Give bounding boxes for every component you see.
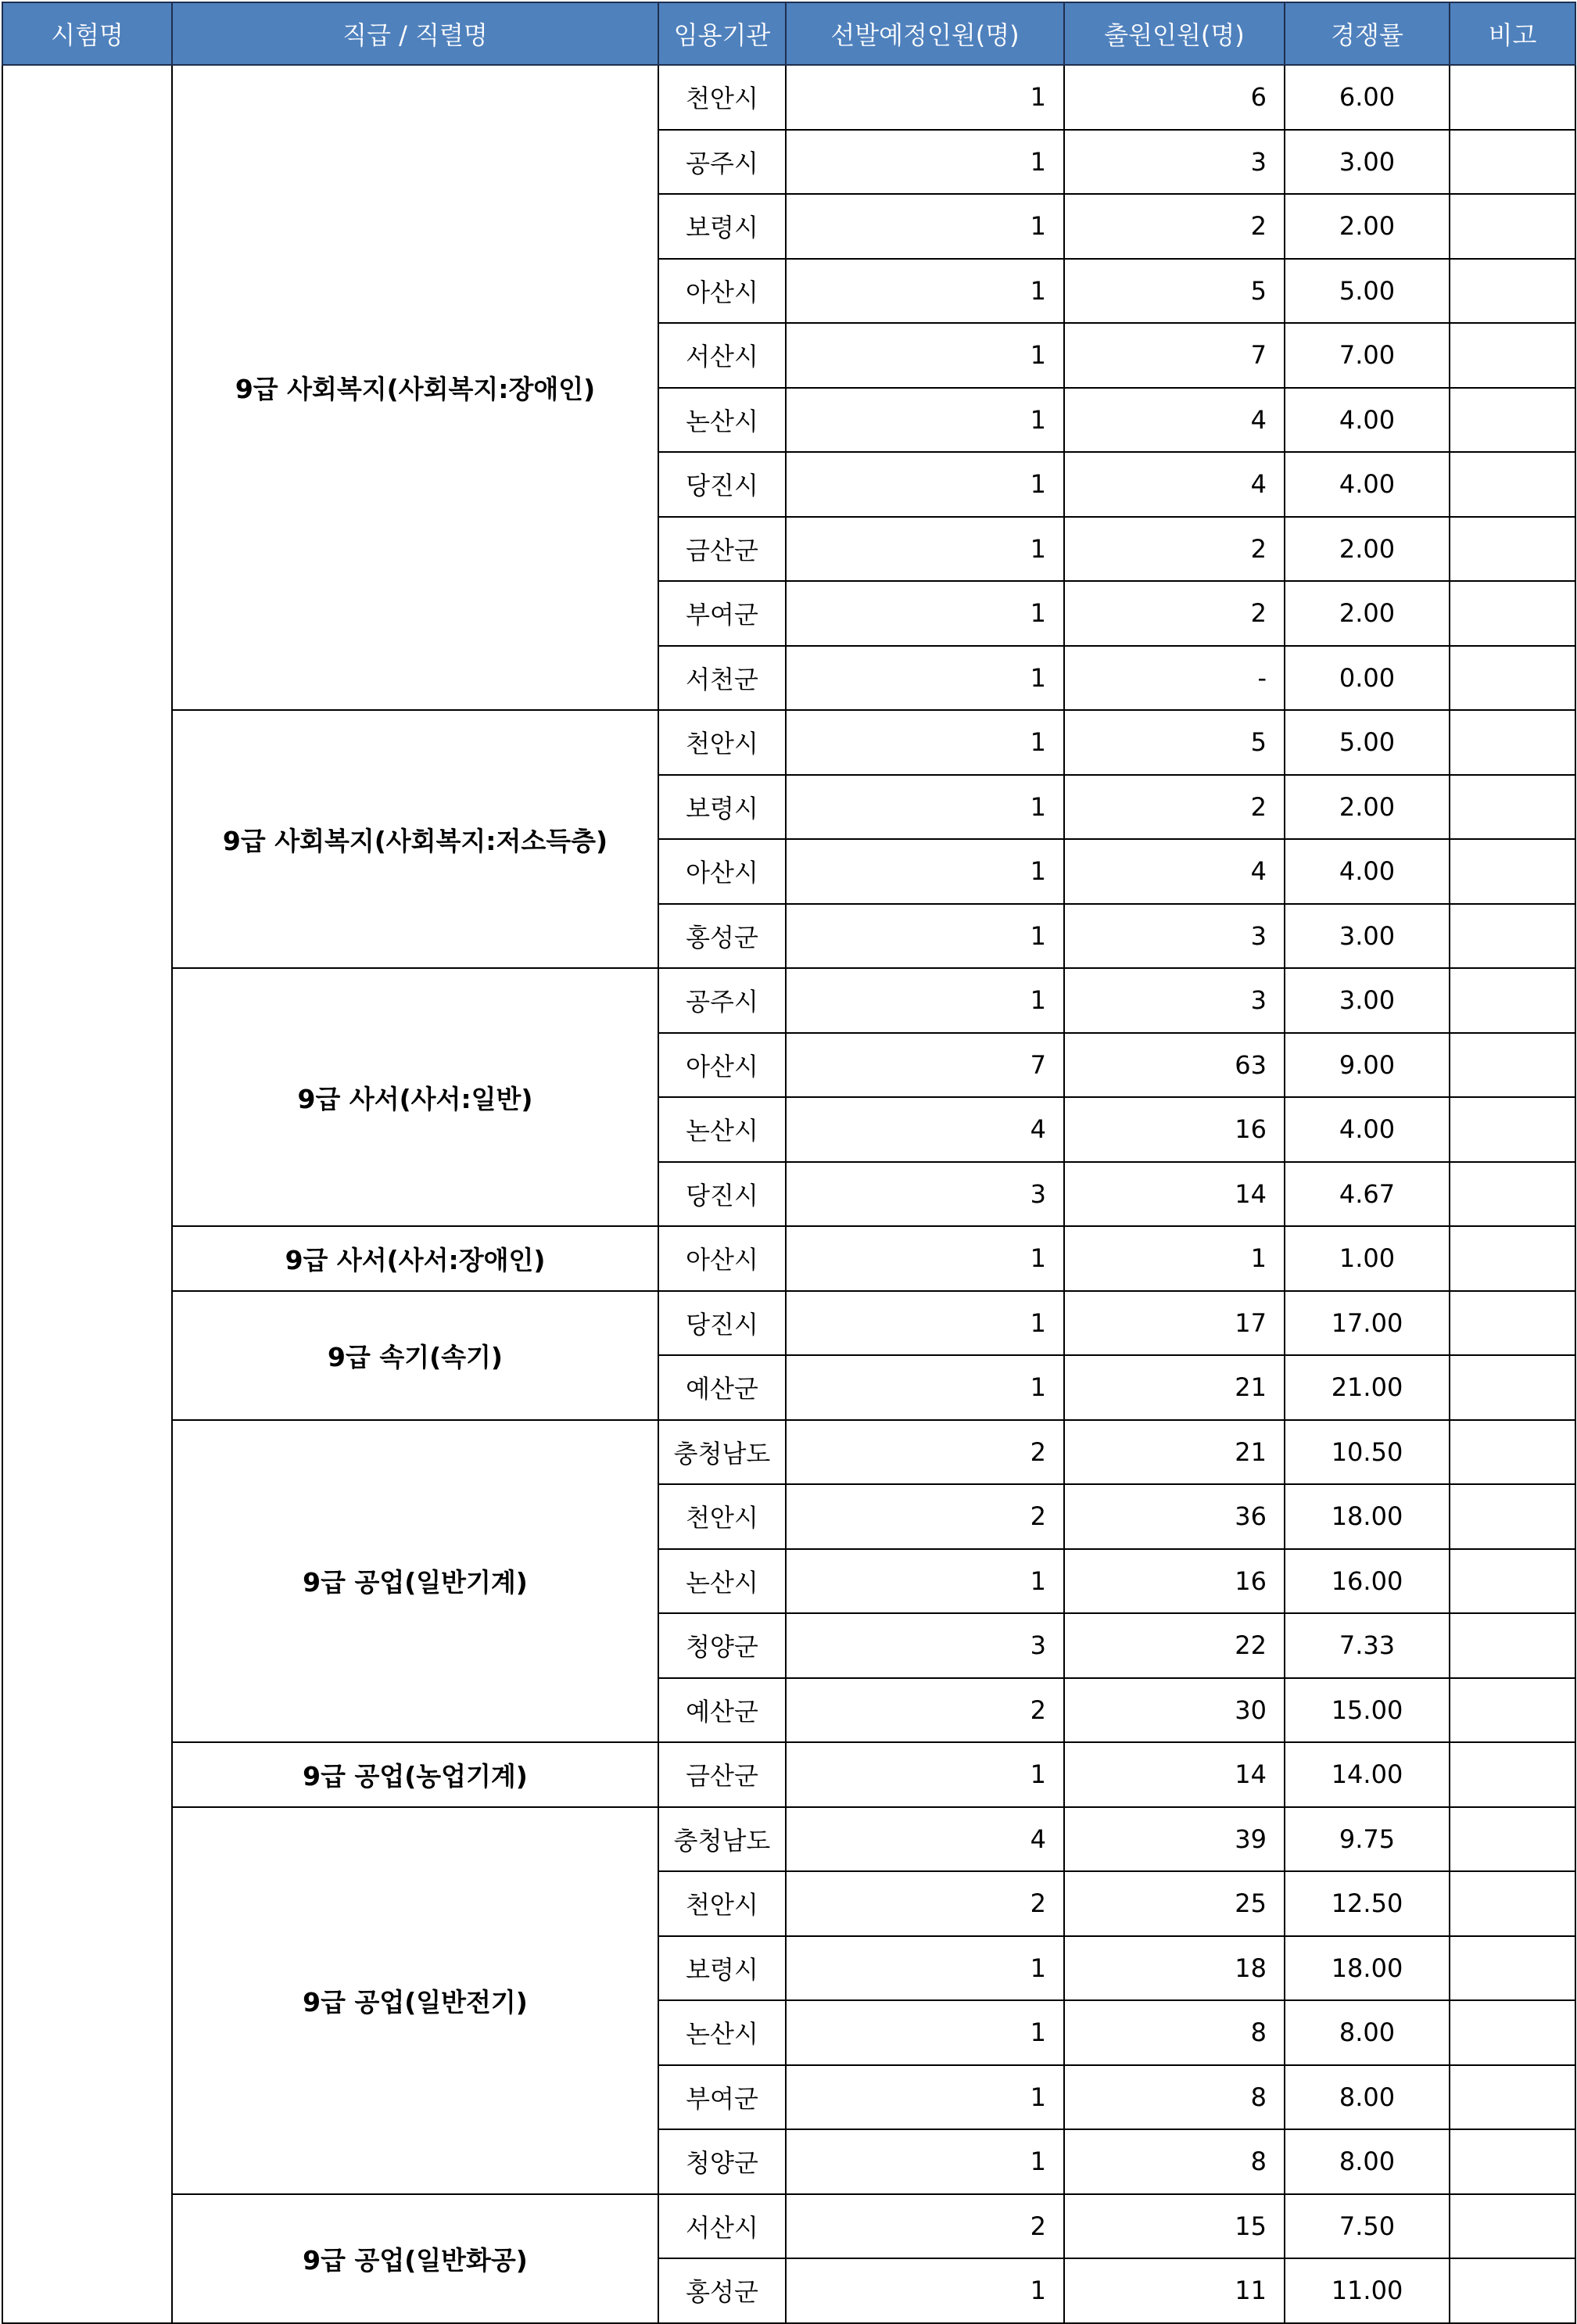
applicants-cell: 8 — [1064, 2129, 1285, 2194]
planned-cell: 1 — [786, 2258, 1064, 2323]
org-cell: 천안시 — [658, 710, 786, 775]
applicants-cell: 7 — [1064, 323, 1285, 388]
org-cell: 금산군 — [658, 1742, 786, 1807]
header-exam: 시험명 — [2, 2, 172, 65]
ratio-cell: 2.00 — [1285, 775, 1450, 840]
org-cell: 서산시 — [658, 2194, 786, 2259]
ratio-cell: 5.00 — [1285, 259, 1450, 324]
ratio-cell: 6.00 — [1285, 65, 1450, 130]
note-cell — [1450, 904, 1575, 969]
planned-cell: 1 — [786, 1226, 1064, 1291]
note-cell — [1450, 2258, 1575, 2323]
table-row — [2, 1420, 1575, 1485]
applicants-cell: 3 — [1064, 904, 1285, 969]
planned-cell: 1 — [786, 130, 1064, 195]
org-cell: 천안시 — [658, 1871, 786, 1936]
note-cell — [1450, 646, 1575, 711]
planned-cell: 1 — [786, 646, 1064, 711]
note-cell — [1450, 130, 1575, 195]
table-row — [2, 1226, 1575, 1291]
table-row — [2, 1291, 1575, 1356]
table-row — [2, 1807, 1575, 1872]
org-cell: 예산군 — [658, 1678, 786, 1743]
note-cell — [1450, 65, 1575, 130]
applicants-cell: 3 — [1064, 968, 1285, 1033]
applicants-cell: 2 — [1064, 194, 1285, 259]
planned-cell: 4 — [786, 1097, 1064, 1162]
planned-cell: 1 — [786, 452, 1064, 517]
table-row — [2, 1742, 1575, 1807]
planned-cell: 2 — [786, 2194, 1064, 2259]
position-cell: 9급 사서(사서:장애인) — [172, 1226, 658, 1291]
applicants-cell: 14 — [1064, 1742, 1285, 1807]
planned-cell: 2 — [786, 1484, 1064, 1549]
org-cell: 청양군 — [658, 1613, 786, 1678]
note-cell — [1450, 323, 1575, 388]
org-cell: 당진시 — [658, 452, 786, 517]
org-cell: 보령시 — [658, 775, 786, 840]
position-cell: 9급 공업(일반화공) — [172, 2194, 658, 2323]
planned-cell: 1 — [786, 2065, 1064, 2130]
note-cell — [1450, 2194, 1575, 2259]
ratio-cell: 2.00 — [1285, 194, 1450, 259]
table-row — [2, 2194, 1575, 2259]
note-cell — [1450, 2065, 1575, 2130]
org-cell: 아산시 — [658, 839, 786, 904]
note-cell — [1450, 2000, 1575, 2065]
ratio-cell: 7.33 — [1285, 1613, 1450, 1678]
note-cell — [1450, 1484, 1575, 1549]
position-cell: 9급 공업(농업기계) — [172, 1742, 658, 1807]
ratio-cell: 1.00 — [1285, 1226, 1450, 1291]
position-cell: 9급 공업(일반전기) — [172, 1807, 658, 2194]
applicants-cell: 5 — [1064, 710, 1285, 775]
planned-cell: 1 — [786, 1936, 1064, 2001]
header-note: 비고 — [1450, 2, 1575, 65]
applicants-cell: 15 — [1064, 2194, 1285, 2259]
org-cell: 논산시 — [658, 1549, 786, 1614]
ratio-cell: 8.00 — [1285, 2000, 1450, 2065]
note-cell — [1450, 1807, 1575, 1872]
org-cell: 논산시 — [658, 388, 786, 453]
applicants-cell: 36 — [1064, 1484, 1285, 1549]
org-cell: 충청남도 — [658, 1420, 786, 1485]
planned-cell: 1 — [786, 775, 1064, 840]
header-position: 직급 / 직렬명 — [172, 2, 658, 65]
note-cell — [1450, 1936, 1575, 2001]
org-cell: 서천군 — [658, 646, 786, 711]
table-body — [2, 65, 1575, 2323]
table-row — [2, 710, 1575, 775]
planned-cell: 1 — [786, 1742, 1064, 1807]
applicants-cell: 1 — [1064, 1226, 1285, 1291]
applicants-cell: 4 — [1064, 452, 1285, 517]
note-cell — [1450, 259, 1575, 324]
org-cell: 공주시 — [658, 130, 786, 195]
planned-cell: 2 — [786, 1871, 1064, 1936]
position-cell: 9급 사회복지(사회복지:장애인) — [172, 65, 658, 710]
applicants-cell: 2 — [1064, 581, 1285, 646]
ratio-cell: 7.50 — [1285, 2194, 1450, 2259]
org-cell: 천안시 — [658, 65, 786, 130]
ratio-cell: 14.00 — [1285, 1742, 1450, 1807]
note-cell — [1450, 2129, 1575, 2194]
org-cell: 부여군 — [658, 2065, 786, 2130]
header-applicants: 출원인원(명) — [1064, 2, 1285, 65]
applicants-cell: 16 — [1064, 1097, 1285, 1162]
org-cell: 논산시 — [658, 1097, 786, 1162]
ratio-cell: 10.50 — [1285, 1420, 1450, 1485]
ratio-cell: 4.67 — [1285, 1162, 1450, 1227]
planned-cell: 1 — [786, 259, 1064, 324]
org-cell: 홍성군 — [658, 904, 786, 969]
ratio-cell: 7.00 — [1285, 323, 1450, 388]
applicants-cell: 4 — [1064, 388, 1285, 453]
exam-name-cell — [2, 65, 172, 2323]
ratio-cell: 12.50 — [1285, 1871, 1450, 1936]
ratio-cell: 0.00 — [1285, 646, 1450, 711]
note-cell — [1450, 1549, 1575, 1614]
ratio-cell: 2.00 — [1285, 517, 1450, 582]
planned-cell: 1 — [786, 323, 1064, 388]
note-cell — [1450, 1097, 1575, 1162]
position-cell: 9급 공업(일반기계) — [172, 1420, 658, 1743]
ratio-cell: 16.00 — [1285, 1549, 1450, 1614]
header-planned: 선발예정인원(명) — [786, 2, 1064, 65]
planned-cell: 1 — [786, 968, 1064, 1033]
planned-cell: 1 — [786, 581, 1064, 646]
note-cell — [1450, 1678, 1575, 1743]
planned-cell: 1 — [786, 2129, 1064, 2194]
note-cell — [1450, 1355, 1575, 1420]
ratio-cell: 4.00 — [1285, 388, 1450, 453]
applicants-cell: 63 — [1064, 1033, 1285, 1098]
note-cell — [1450, 1162, 1575, 1227]
note-cell — [1450, 1226, 1575, 1291]
applicants-cell: 5 — [1064, 259, 1285, 324]
org-cell: 아산시 — [658, 259, 786, 324]
org-cell: 천안시 — [658, 1484, 786, 1549]
note-cell — [1450, 839, 1575, 904]
note-cell — [1450, 775, 1575, 840]
planned-cell: 1 — [786, 839, 1064, 904]
applicants-cell: 3 — [1064, 130, 1285, 195]
applicants-cell: 4 — [1064, 839, 1285, 904]
ratio-cell: 9.00 — [1285, 1033, 1450, 1098]
applicants-cell: 25 — [1064, 1871, 1285, 1936]
note-cell — [1450, 581, 1575, 646]
ratio-cell: 3.00 — [1285, 904, 1450, 969]
org-cell: 충청남도 — [658, 1807, 786, 1872]
planned-cell: 1 — [786, 1549, 1064, 1614]
ratio-cell: 21.00 — [1285, 1355, 1450, 1420]
org-cell: 당진시 — [658, 1291, 786, 1356]
ratio-cell: 2.00 — [1285, 581, 1450, 646]
note-cell — [1450, 1291, 1575, 1356]
planned-cell: 1 — [786, 710, 1064, 775]
planned-cell: 3 — [786, 1613, 1064, 1678]
note-cell — [1450, 710, 1575, 775]
planned-cell: 2 — [786, 1420, 1064, 1485]
note-cell — [1450, 452, 1575, 517]
position-cell: 9급 속기(속기) — [172, 1291, 658, 1420]
applicants-cell: 11 — [1064, 2258, 1285, 2323]
org-cell: 서산시 — [658, 323, 786, 388]
org-cell: 아산시 — [658, 1033, 786, 1098]
org-cell: 아산시 — [658, 1226, 786, 1291]
planned-cell: 2 — [786, 1678, 1064, 1743]
applicants-cell: 30 — [1064, 1678, 1285, 1743]
applicants-cell: 8 — [1064, 2000, 1285, 2065]
applicants-cell: 21 — [1064, 1355, 1285, 1420]
applicants-cell: 17 — [1064, 1291, 1285, 1356]
ratio-cell: 4.00 — [1285, 1097, 1450, 1162]
applicants-cell: 21 — [1064, 1420, 1285, 1485]
ratio-cell: 18.00 — [1285, 1484, 1450, 1549]
applicants-cell: 2 — [1064, 517, 1285, 582]
planned-cell: 4 — [786, 1807, 1064, 1872]
ratio-cell: 3.00 — [1285, 130, 1450, 195]
planned-cell: 1 — [786, 388, 1064, 453]
org-cell: 예산군 — [658, 1355, 786, 1420]
ratio-cell: 4.00 — [1285, 839, 1450, 904]
applicants-cell: 8 — [1064, 2065, 1285, 2130]
applicants-cell: 39 — [1064, 1807, 1285, 1872]
org-cell: 금산군 — [658, 517, 786, 582]
header-org: 임용기관 — [658, 2, 786, 65]
org-cell: 보령시 — [658, 1936, 786, 2001]
position-cell: 9급 사회복지(사회복지:저소득층) — [172, 710, 658, 968]
applicants-cell: 18 — [1064, 1936, 1285, 2001]
ratio-cell: 11.00 — [1285, 2258, 1450, 2323]
org-cell: 공주시 — [658, 968, 786, 1033]
planned-cell: 1 — [786, 1291, 1064, 1356]
planned-cell: 7 — [786, 1033, 1064, 1098]
note-cell — [1450, 1613, 1575, 1678]
applicants-cell: - — [1064, 646, 1285, 711]
ratio-cell: 18.00 — [1285, 1936, 1450, 2001]
planned-cell: 1 — [786, 1355, 1064, 1420]
note-cell — [1450, 1420, 1575, 1485]
planned-cell: 1 — [786, 517, 1064, 582]
note-cell — [1450, 1742, 1575, 1807]
note-cell — [1450, 1033, 1575, 1098]
ratio-cell: 15.00 — [1285, 1678, 1450, 1743]
recruitment-table — [2, 2, 1576, 2324]
position-cell: 9급 사서(사서:일반) — [172, 968, 658, 1226]
planned-cell: 1 — [786, 904, 1064, 969]
note-cell — [1450, 194, 1575, 259]
applicants-cell: 14 — [1064, 1162, 1285, 1227]
org-cell: 청양군 — [658, 2129, 786, 2194]
header-row — [2, 2, 1575, 65]
planned-cell: 3 — [786, 1162, 1064, 1227]
ratio-cell: 8.00 — [1285, 2065, 1450, 2130]
applicants-cell: 6 — [1064, 65, 1285, 130]
applicants-cell: 2 — [1064, 775, 1285, 840]
applicants-cell: 16 — [1064, 1549, 1285, 1614]
planned-cell: 1 — [786, 194, 1064, 259]
note-cell — [1450, 968, 1575, 1033]
org-cell: 부여군 — [658, 581, 786, 646]
org-cell: 당진시 — [658, 1162, 786, 1227]
header-ratio: 경쟁률 — [1285, 2, 1450, 65]
applicants-cell: 22 — [1064, 1613, 1285, 1678]
note-cell — [1450, 388, 1575, 453]
ratio-cell: 4.00 — [1285, 452, 1450, 517]
ratio-cell: 17.00 — [1285, 1291, 1450, 1356]
ratio-cell: 9.75 — [1285, 1807, 1450, 1872]
ratio-cell: 5.00 — [1285, 710, 1450, 775]
org-cell: 홍성군 — [658, 2258, 786, 2323]
table-row — [2, 65, 1575, 130]
org-cell: 논산시 — [658, 2000, 786, 2065]
org-cell: 보령시 — [658, 194, 786, 259]
note-cell — [1450, 517, 1575, 582]
ratio-cell: 8.00 — [1285, 2129, 1450, 2194]
note-cell — [1450, 1871, 1575, 1936]
table-row — [2, 968, 1575, 1033]
ratio-cell: 3.00 — [1285, 968, 1450, 1033]
planned-cell: 1 — [786, 2000, 1064, 2065]
planned-cell: 1 — [786, 65, 1064, 130]
